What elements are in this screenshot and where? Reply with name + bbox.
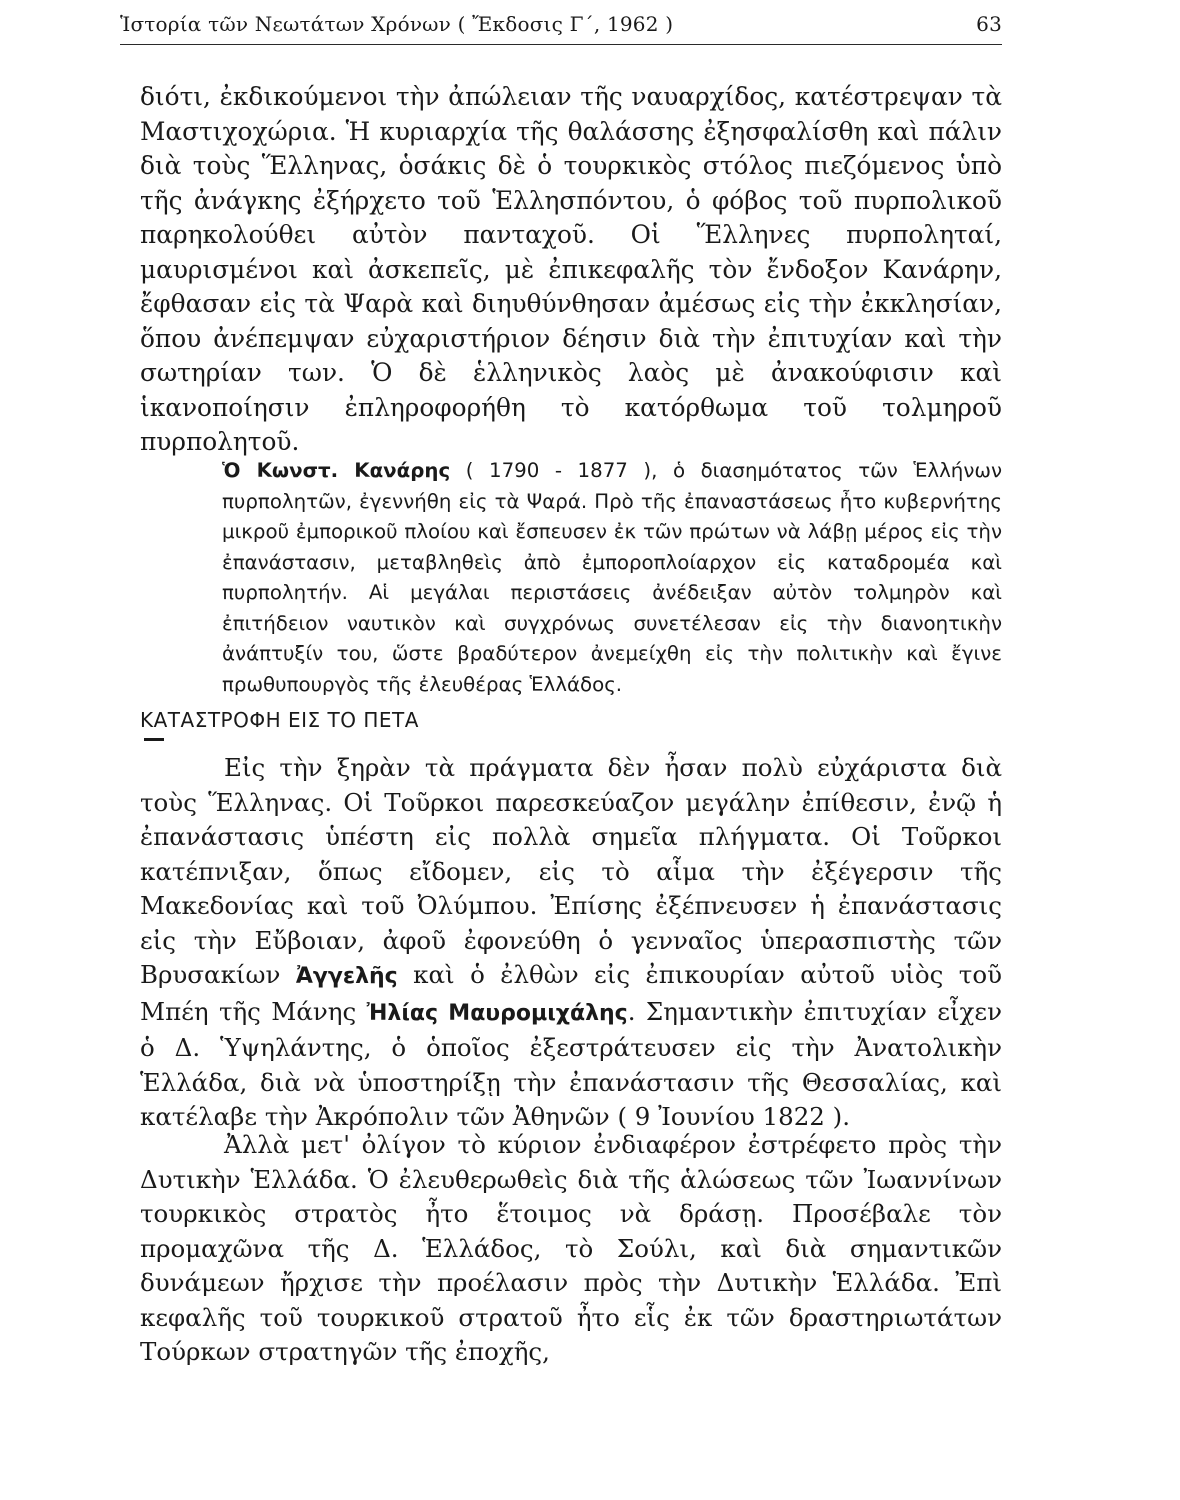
- page-number: 63: [976, 12, 1002, 36]
- paragraph-text: Εἰς τὴν ξηρὰν τὰ πράγματα δὲν ἦσαν πολὺ εὐχάριστα διὰ τοὺς Ἕλληνας. Οἱ Τοῦρκοι παρεσκεύαζον μεγάλην ἐπίθεσιν, ἐνῷ ἡ ἐπανάστασις ὑπέστη εἰς πολλὰ σημεῖα πλήγματα. Οἱ Τοῦρκοι κατέπνιξαν, ὅπως εἴδομεν, εἰς τὸ αἷμα τὴν ἐξέγερσιν τῆς Μακεδονίας καὶ τοῦ Ὀλύμπου. Ἐπίσης ἐξέπνευσεν ἡ ἐπανάστασις εἰς τὴν Εὔβοιαν, ἀφοῦ ἐφονεύθη ὁ γενναῖος ὑπερασπιστὴς τῶν Βρυσακίων: [140, 753, 1002, 989]
- running-title: Ἱστορία τῶν Νεωτάτων Χρόνων ( Ἔκδοσις Γ΄, 1962 ): [120, 12, 674, 36]
- bold-name-mavromichalis: Ἠλίας Μαυρομιχάλης: [366, 1000, 628, 1026]
- paragraph-land-situation: [140, 751, 1002, 1135]
- paragraph-text: καὶ ὁ ἐλθὼν εἰς ἐπικουρίαν αὐτοῦ υἱὸς τοῦ Μπέη τῆς Μάνης: [140, 960, 1002, 1026]
- bold-name-angelis: Ἀγγελῆς: [295, 964, 398, 989]
- running-header: [120, 12, 1002, 45]
- paragraph-western-greece: Ἀλλὰ μετ' ὀλίγον τὸ κύριον ἐνδιαφέρον ἐστρέφετο πρὸς τὴν Δυτικὴν Ἑλλάδα. Ὁ ἐλευθερωθεὶς διὰ τῆς ἁλώσεως τῶν Ἰωαννίνων τουρκικὸς στρατὸς ἦτο ἕτοιμος νὰ δράσῃ. Προσέβαλε τὸν προμαχῶνα τῆς Δ. Ἑλλάδος, τὸ Σούλι, καὶ διὰ σημαντικῶν δυνάμεων ἤρχισε τὴν προέλασιν πρὸς τὴν Δυτικὴν Ἑλλάδα. Ἐπὶ κεφαλῆς τοῦ τουρκικοῦ στρατοῦ ἦτο εἷς ἐκ τῶν δραστηριωτάτων Τούρκων στρατηγῶν τῆς ἐποχῆς,: [140, 1130, 1002, 1366]
- paragraph-kanaris-aftermath: διότι, ἐκδικούμενοι τὴν ἀπώλειαν τῆς ναυαρχίδος, κατέστρεψαν τὰ Μαστιχοχώρια. Ἡ κυριαρχία τῆς θαλάσσης ἐξησφαλίσθη καὶ πάλιν διὰ τοὺς Ἕλληνας, ὁσάκις δὲ ὁ τουρκικὸς στόλος πιεζόμενος ὑπὸ τῆς ἀνάγκης ἐξήρχετο τοῦ Ἑλλησπόντου, ὁ φόβος τοῦ πυρπολικοῦ παρηκολούθει αὐτὸν πανταχοῦ. Οἱ Ἕλληνες πυρποληταί, μαυρισμένοι καὶ ἀσκεπεῖς, μὲ ἐπικεφαλῆς τὸν ἔνδοξον Κανάρην, ἔφθασαν εἰς τὰ Ψαρὰ καὶ διηυθύνθησαν ἀμέσως εἰς τὴν ἐκκλησίαν, ὅπου ἀνέπεμψαν εὐχαριστήριον δέησιν διὰ τὴν ἐπιτυχίαν καὶ τὴν σωτηρίαν των. Ὁ δὲ ἑλληνικὸς λαὸς μὲ ἀνακούφισιν καὶ ἱκανοποίησιν ἐπληροφορήθη τὸ κατόρθωμα τοῦ τολμηροῦ πυρπολητοῦ.: [140, 82, 1002, 456]
- section-heading: ΚΑΤΑΣΤΡΟΦΗ ΕΙΣ ΤΟ ΠΕΤΑ: [140, 708, 419, 732]
- biography-note-kanaris: [222, 456, 1002, 700]
- paragraph-text: . Σημαντικὴν ἐπιτυχίαν εἶχεν ὁ Δ. Ὑψηλάντης, ὁ ὁποῖος ἐξεστράτευσεν εἰς τὴν Ἀνατολικὴν Ἑλλάδα, διὰ νὰ ὑποστηρίξῃ τὴν ἐπανάστασιν τῆς Θεσσαλίας, καὶ κατέλαβε τὴν Ἀκρόπολιν τῶν Ἀθηνῶν ( 9 Ἰουνίου 1822 ).: [140, 996, 1002, 1131]
- heading-underline-mark: [144, 738, 164, 741]
- note-name: Ὁ Κωνστ. Κανάρης: [222, 459, 451, 482]
- note-text: ( 1790 - 1877 ), ὁ διασημότατος τῶν Ἑλλήνων πυρπολητῶν, ἐγεννήθη εἰς τὰ Ψαρά. Πρὸ τῆς ἐπαναστάσεως ἦτο κυβερνήτης μικροῦ ἐμπορικοῦ πλοίου καὶ ἔσπευσεν ἐκ τῶν πρώτων νὰ λάβῃ μέρος εἰς τὴν ἐπανάστασιν, μεταβληθεὶς ἀπὸ ἐμποροπλοίαρχον εἰς καταδρομέα καὶ πυρπολητήν. Αἱ μεγάλαι περιστάσεις ἀνέδειξαν αὐτὸν τολμηρὸν καὶ ἐπιτήδειον ναυτικὸν καὶ συγχρόνως συνετέλεσαν εἰς τὴν διανοητικὴν ἀνάπτυξίν του, ὥστε βραδύτερον ἀνεμείχθη εἰς τὴν πολιτικὴν καὶ ἔγινε πρωθυπουργὸς τῆς ἐλευθέρας Ἑλλάδος.: [222, 459, 1002, 696]
